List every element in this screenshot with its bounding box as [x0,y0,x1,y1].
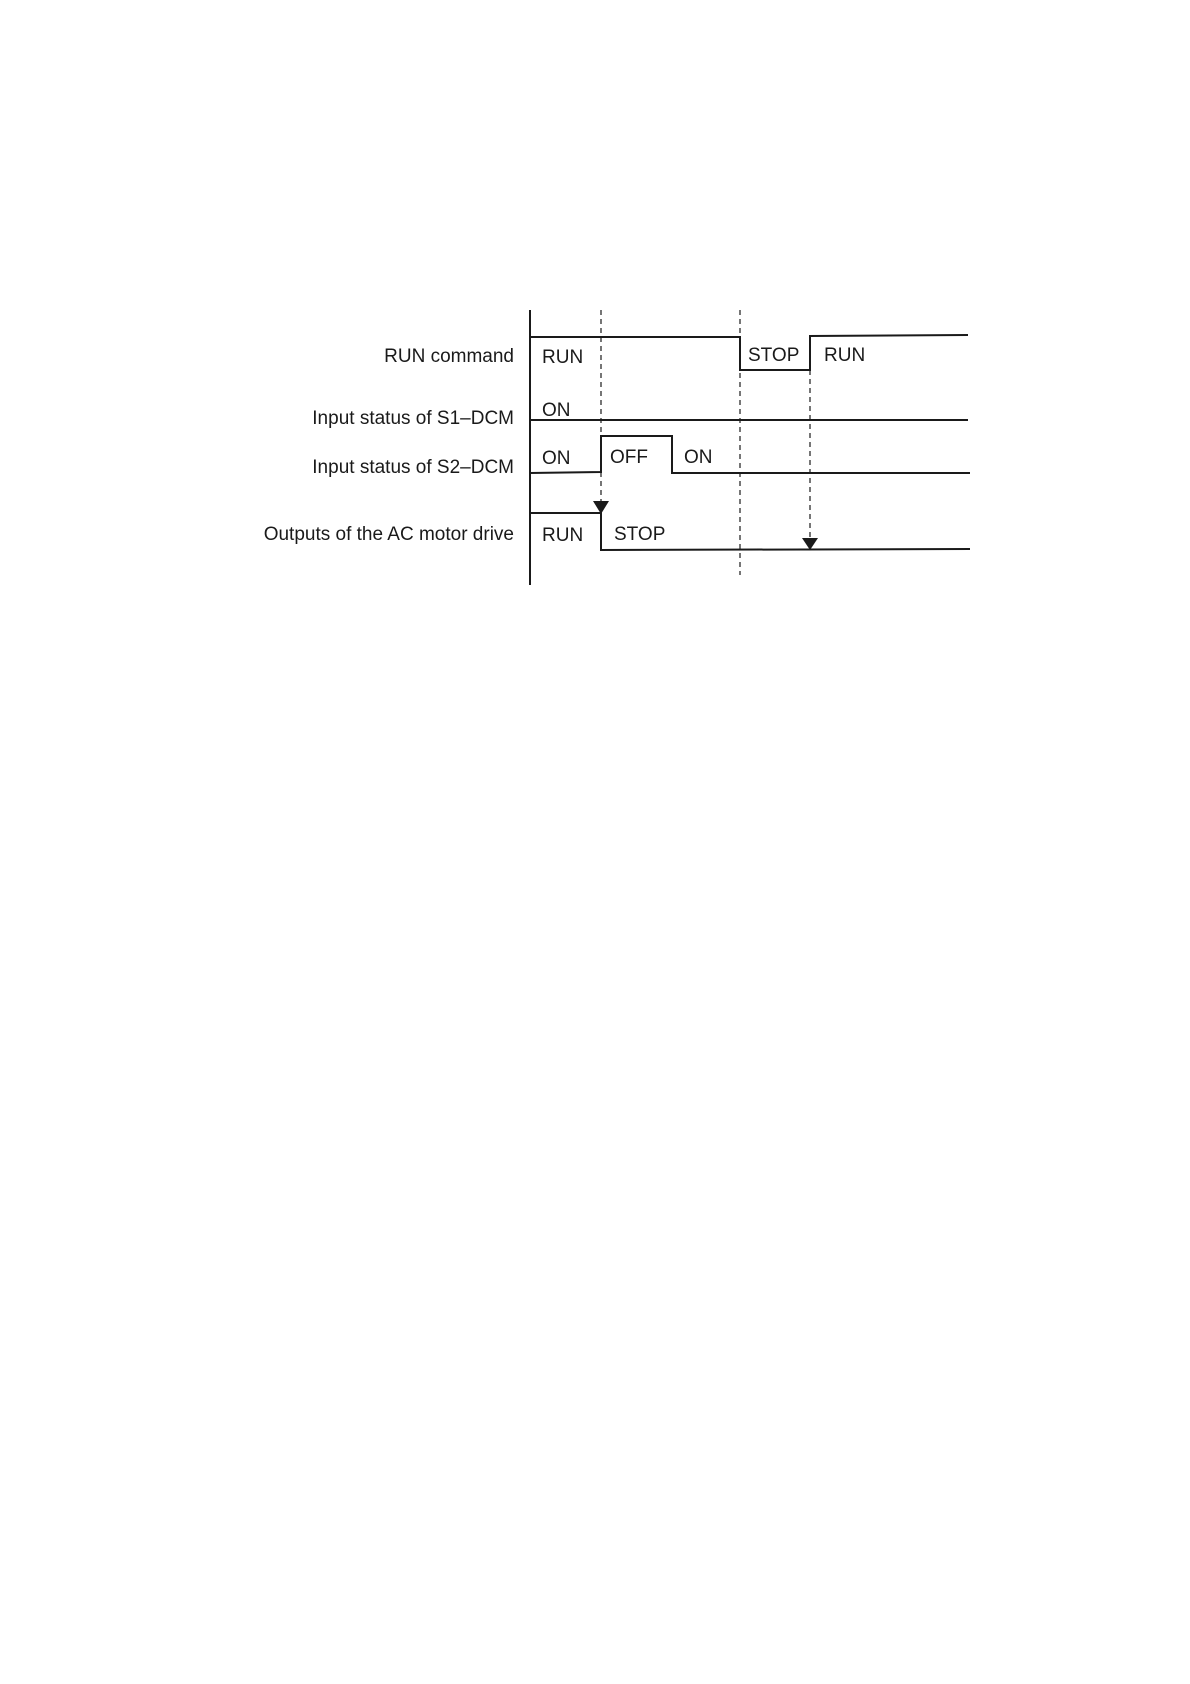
state-label: ON [542,400,571,421]
state-label: STOP [748,345,800,366]
arrow-down-icon [802,538,818,550]
state-label: ON [542,448,571,469]
row-label-drive-output: Outputs of the AC motor drive [263,524,514,545]
state-label: ON [684,447,713,468]
state-label: STOP [614,524,666,545]
s2-dcm-waveform [530,436,970,473]
row-label-s1-dcm: Input status of S1–DCM [312,408,514,429]
row-label-run-command: RUN command [384,346,514,367]
state-label: RUN [824,345,866,366]
drive-output-waveform [530,513,970,550]
row-label-s2-dcm: Input status of S2–DCM [312,457,514,478]
state-label: RUN [542,347,584,368]
state-label: RUN [542,525,584,546]
state-label: OFF [610,447,648,468]
